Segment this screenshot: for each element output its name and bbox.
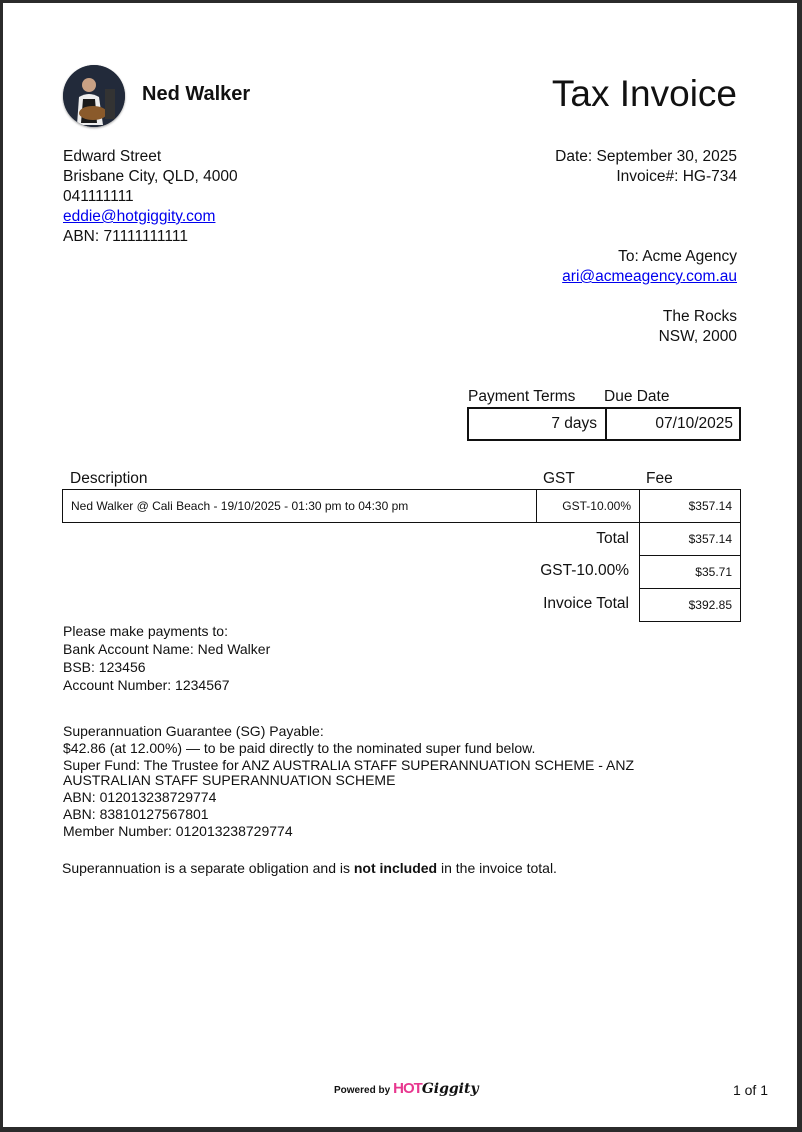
recipient-details [562,247,737,347]
due-date-label: Due Date [604,388,670,405]
super-note-bold: not included [353,860,438,876]
payment-terms-value: 7 days [469,409,607,439]
invoice-total-label: Invoice Total [543,595,629,612]
sender-abn: ABN: 71111111111 [63,228,188,245]
gst-total-label: GST-10.00% [540,562,629,579]
payment-instructions [63,622,270,694]
row-fee: $357.14 [639,489,741,523]
performer-photo-icon [63,65,125,127]
invoice-date: Date: September 30, 2025 [555,148,737,165]
recipient-to: To: Acme Agency [618,248,737,265]
payment-line: Bank Account Name: Ned Walker [63,641,271,657]
super-line: $42.86 (at 12.00%) — to be paid directly to the nominated super fund below. [63,740,536,756]
super-note [62,859,557,877]
payment-line: Account Number: 1234567 [63,677,230,693]
sender-details [63,147,238,247]
sender-email-link[interactable]: eddie@hotgiggity.com [63,208,216,225]
super-line: Superannuation Guarantee (SG) Payable: [63,723,324,739]
gst-total-value: $35.71 [639,555,741,589]
recipient-email-link[interactable]: ari@acmeagency.com.au [562,268,737,285]
avatar [63,65,125,127]
super-line: ABN: 012013238729774 [63,789,217,805]
super-line: Member Number: 012013238729774 [63,823,293,839]
brand-hot: HOT [393,1080,422,1097]
payment-line: BSB: 123456 [63,659,146,675]
row-gst: GST-10.00% [536,489,640,523]
superannuation-section [63,723,634,840]
brand-giggity: Giggity [421,1081,479,1097]
sender-address-line2: Brisbane City, QLD, 4000 [63,168,238,185]
invoice-page [3,3,797,1127]
row-description: Ned Walker @ Cali Beach - 19/10/2025 - 01:30 pm to 04:30 pm [62,489,537,523]
sender-phone: 041111111 [63,188,134,205]
payment-line: Please make payments to: [63,623,228,639]
gst-header: GST [543,470,575,487]
super-line: AUSTRALIAN STAFF SUPERANNUATION SCHEME [63,772,396,788]
invoice-total-value: $392.85 [639,588,741,622]
powered-by-logo [334,1080,479,1097]
fee-header: Fee [646,470,673,487]
page-title: Tax Invoice [551,73,737,114]
due-date-value: 07/10/2025 [655,415,733,432]
page-number: 1 of 1 [732,1082,768,1098]
description-header: Description [70,470,148,487]
payment-terms-label: Payment Terms [468,388,576,405]
recipient-suburb: The Rocks [662,308,737,325]
recipient-state: NSW, 2000 [658,328,737,345]
invoice-meta [555,147,737,187]
sender-name: Ned Walker [142,83,251,105]
sender-address-line1: Edward Street [63,148,162,165]
super-note-text: Superannuation is a separate obligation and is [62,860,354,876]
total-label: Total [596,530,629,547]
super-line: ABN: 83810127567801 [63,806,209,822]
super-note-text-end: in the invoice total. [437,860,557,876]
terms-box [467,407,741,441]
super-line: Super Fund: The Trustee for ANZ AUSTRALIA STAFF SUPERANNUATION SCHEME - ANZ [63,757,635,773]
total-value: $357.14 [639,522,741,556]
invoice-number: Invoice#: HG-734 [616,168,737,185]
powered-by-text: Powered by [334,1085,391,1096]
